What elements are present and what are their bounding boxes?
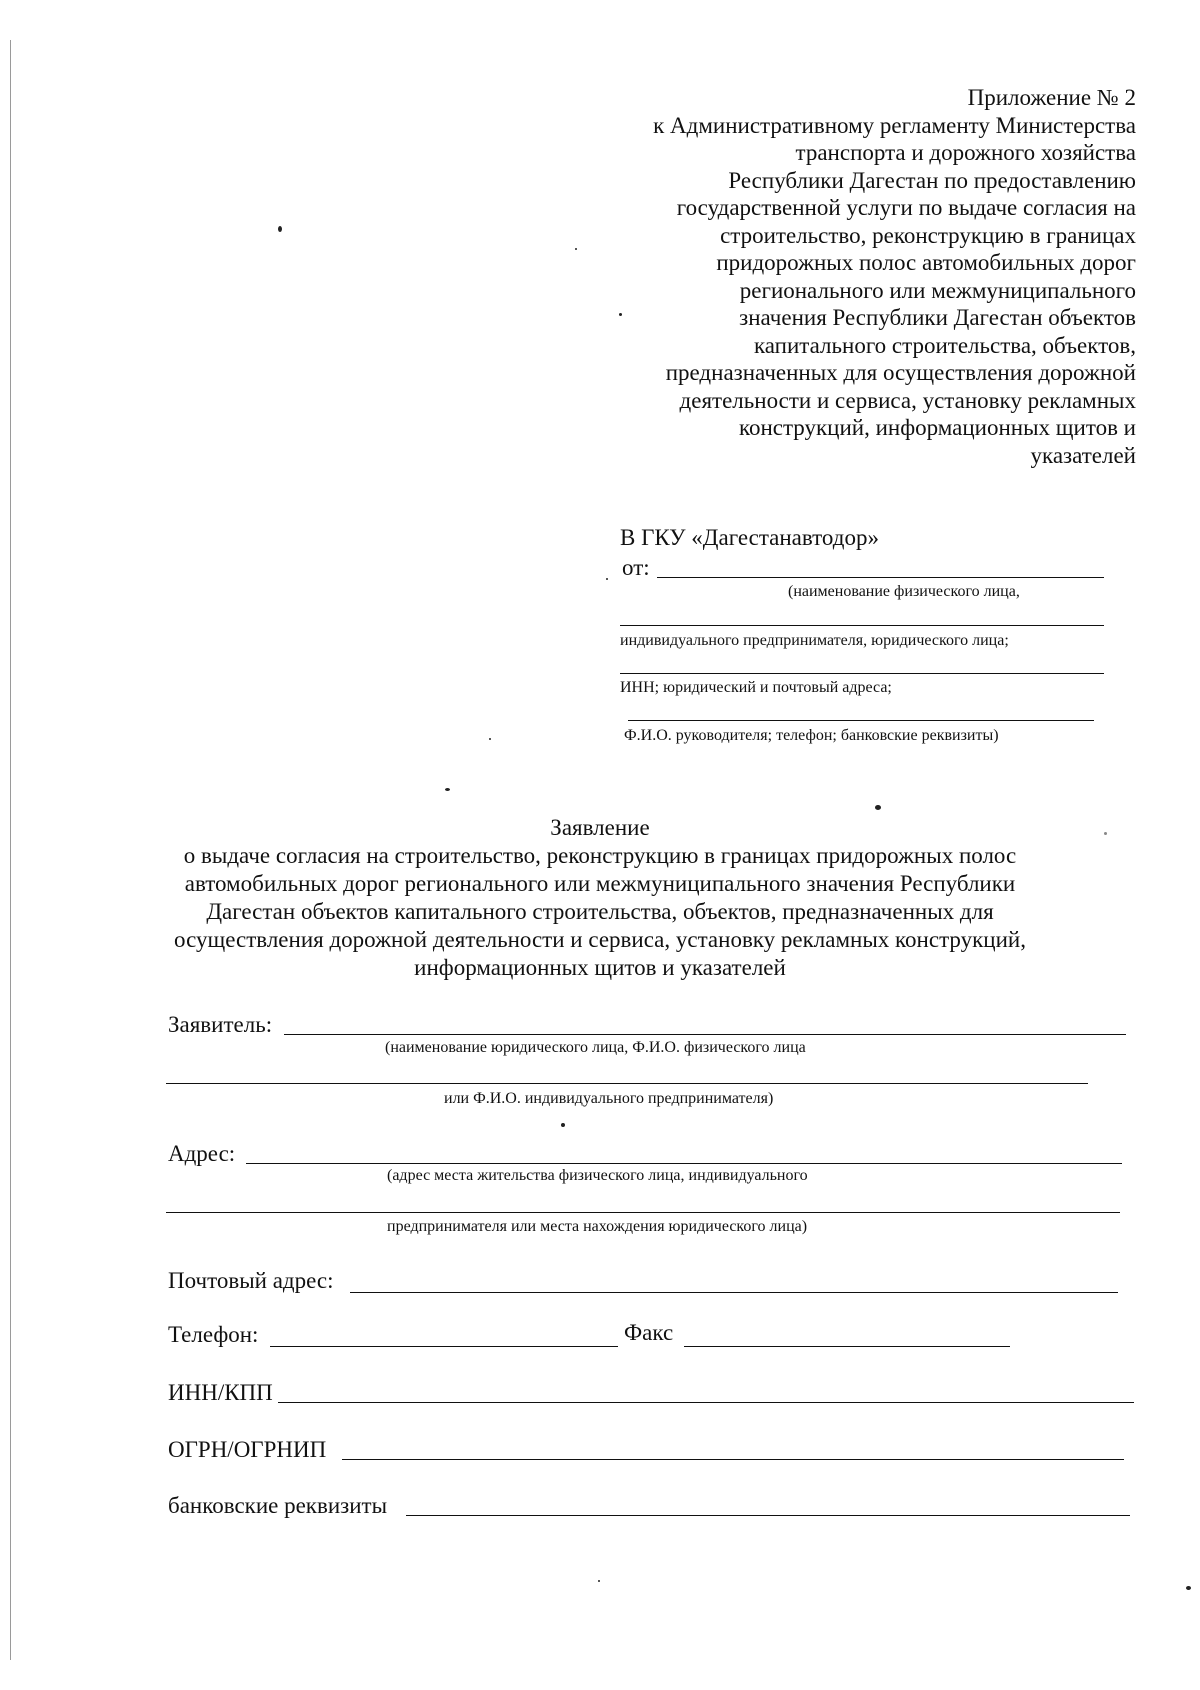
addressee-caption-4: Ф.И.О. руководителя; телефон; банковские реквизиты) [624,727,999,744]
addressee-to: В ГКУ «Дагестанавтодор» [620,525,879,550]
inn-kpp-field[interactable] [278,1402,1134,1403]
addressee-caption-1: (наименование физического лица, [788,583,1020,600]
statement-subtitle-line: осуществления дорожной деятельности и сервиса, установку рекламных конструкций, [174,927,1026,952]
applicant-label: Заявитель: [168,1012,273,1037]
scan-speck [875,805,881,810]
addressee-line-4[interactable] [628,720,1094,721]
applicant-field-2[interactable] [166,1083,1088,1084]
appendix-line: Республики Дагестан по предоставлению [728,167,1136,193]
appendix-line: государственной услуги по выдаче согласия на [676,195,1136,220]
statement-subtitle-line: Дагестан объектов капитального строительства, объектов, предназначенных для [206,899,994,924]
appendix-line: придорожных полос автомобильных дорог [716,250,1136,275]
postal-address-field[interactable] [350,1292,1118,1293]
appendix-line: предназначенных для осуществления дорожной [665,360,1136,385]
statement-title [150,814,1050,982]
addressee-caption-2: индивидуального предпринимателя, юридического лица; [620,632,1009,649]
scan-speck [1104,832,1107,835]
addressee-from-label: от: [622,555,650,580]
appendix-line: транспорта и дорожного хозяйства [795,140,1136,165]
fax-field[interactable] [684,1346,1010,1347]
appendix-line: к Административному регламенту Министерства [653,112,1136,138]
statement-subtitle-line: автомобильных дорог регионального или межмуниципального значения Республики [184,871,1016,896]
bank-details-label: банковские реквизиты [168,1493,388,1518]
ogrn-label: ОГРН/ОГРНИП [168,1437,327,1462]
statement-subtitle-line: информационных щитов и указателей [414,955,786,980]
appendix-line: строительство, реконструкцию в границах [720,222,1136,248]
scan-speck [1186,1586,1191,1590]
applicant-field[interactable] [284,1034,1126,1035]
ogrn-field[interactable] [342,1459,1124,1460]
scan-speck [445,788,450,791]
statement-subtitle-line: о выдаче согласия на строительство, реконструкцию в границах придорожных полос [183,843,1017,868]
postal-address-label: Почтовый адрес: [168,1268,334,1293]
scan-speck [489,738,491,740]
appendix-line: значения Республики Дагестан объектов [739,305,1136,330]
scan-speck [561,1123,565,1127]
address-field[interactable] [246,1163,1122,1164]
bank-details-field[interactable] [406,1515,1130,1516]
scan-speck [606,578,608,580]
appendix-line: указателей [1030,442,1136,468]
applicant-caption-1: (наименование юридического лица, Ф.И.О. физического лица [385,1039,806,1056]
appendix-line: конструкций, информационных щитов и [738,415,1136,440]
inn-kpp-label: ИНН/КПП [168,1380,273,1405]
address-label: Адрес: [168,1141,236,1166]
address-caption-2: предпринимателя или места нахождения юридического лица) [387,1218,808,1235]
scan-speck [575,248,577,250]
addressee-from-line[interactable] [657,577,1104,578]
phone-field[interactable] [270,1346,618,1347]
phone-label: Телефон: [168,1322,259,1347]
statement-heading: Заявление [550,815,650,840]
applicant-caption-2: или Ф.И.О. индивидуального предпринимателя) [444,1090,774,1107]
scan-speck [598,1580,600,1582]
scan-speck [278,226,282,232]
addressee-caption-3: ИНН; юридический и почтовый адреса; [620,679,892,696]
address-caption-1: (адрес места жительства физического лица, индивидуального [387,1167,808,1184]
address-field-2[interactable] [166,1212,1120,1213]
addressee-line-2[interactable] [620,625,1104,626]
appendix-line: регионального или межмуниципального [739,277,1136,303]
appendix-line: капитального строительства, объектов, [753,332,1136,358]
appendix-line: деятельности и сервиса, установку рекламных [679,387,1136,413]
scan-edge-line [10,40,11,1660]
fax-label: Факс [624,1320,674,1345]
scan-speck [619,313,622,316]
appendix-line: Приложение № 2 [967,85,1136,110]
appendix-header [576,84,1136,469]
addressee-line-3[interactable] [620,673,1104,674]
